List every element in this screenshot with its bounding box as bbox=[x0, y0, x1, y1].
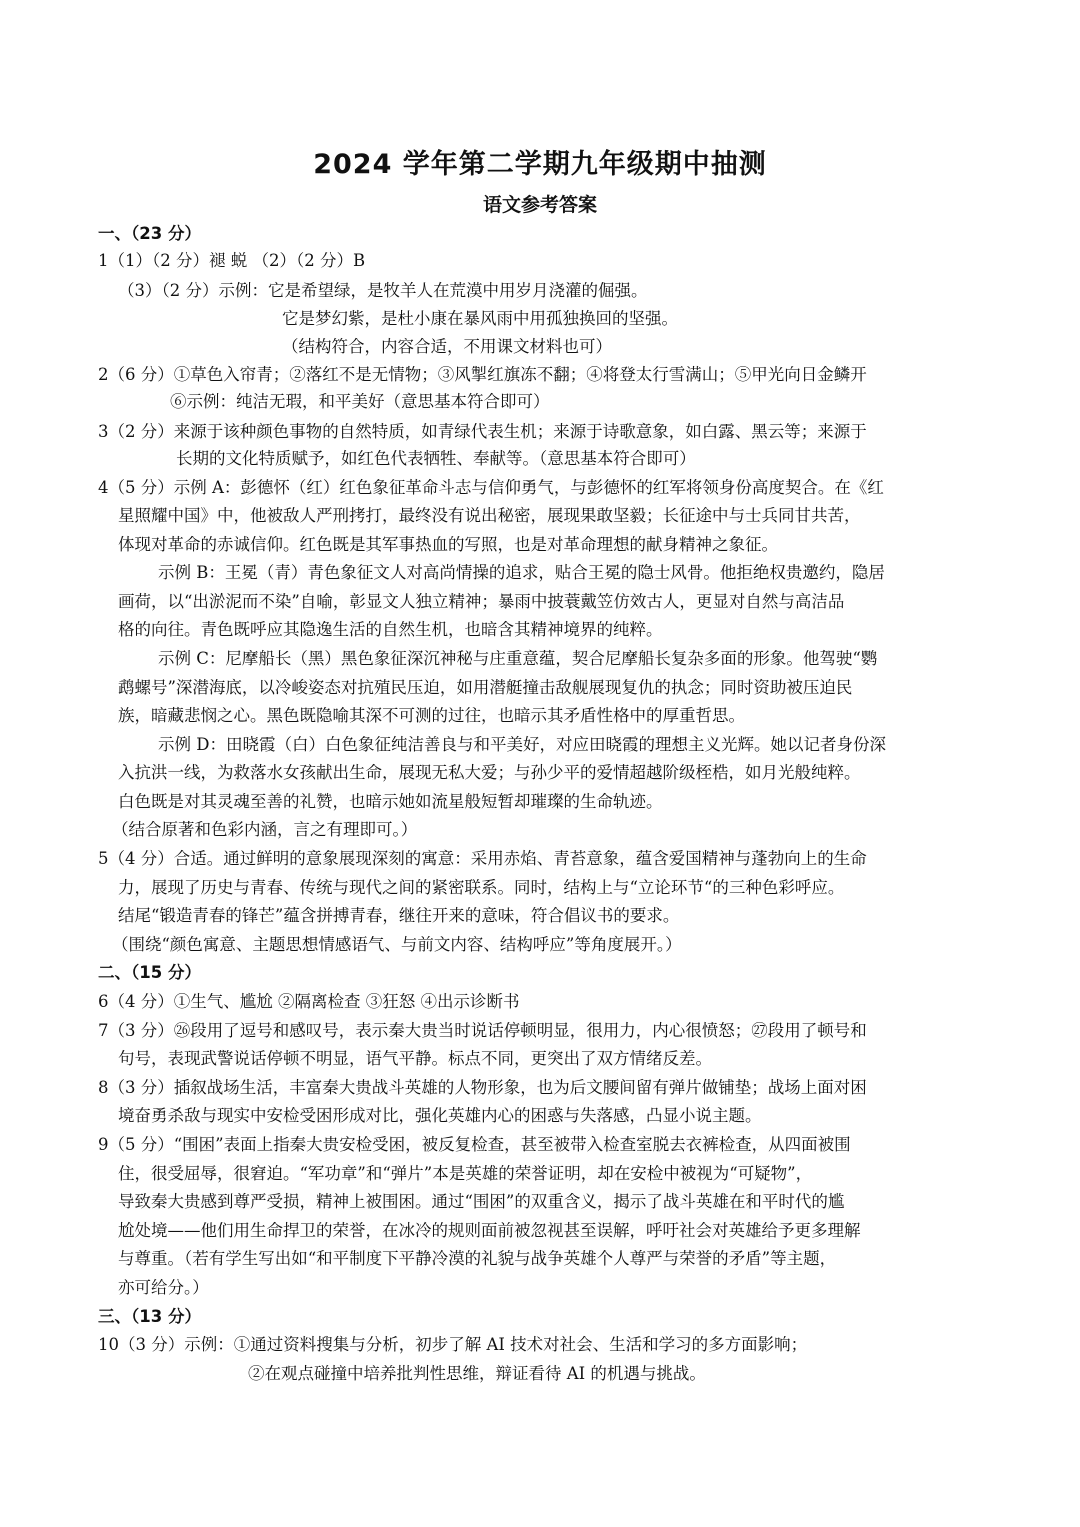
answer-line: 体现对革命的赤诚信仰。红色既是其军事热血的写照，也是对革命理想的献身精神之象征。 bbox=[118, 535, 778, 554]
answer-line: 6（4 分）①生气、尴尬 ②隔离检查 ③狂怒 ④出示诊断书 bbox=[98, 992, 520, 1011]
answer-line: 导致秦大贵感到尊严受损，精神上被围困。通过“围困”的双重含义，揭示了战斗英雄在和平时代的尴 bbox=[118, 1192, 845, 1211]
answer-line: 白色既是对其灵魂至善的礼赞，也暗示她如流星般短暂却璀璨的生命轨迹。 bbox=[118, 792, 663, 811]
answer-line: 鹉螺号”深潜海底，以冷峻姿态对抗殖民压迫，如用潜艇撞击敌舰展现复仇的执念；同时资助被压迫民 bbox=[118, 678, 853, 697]
section-heading: 二、（15 分） bbox=[98, 963, 201, 982]
answer-line: 画荷，以“出淤泥而不染”自喻，彰显文人独立精神；暴雨中披蓑戴笠仿效古人，更显对自然与高洁品 bbox=[118, 592, 845, 611]
answer-line: 4（5 分）示例 A：彭德怀（红）红色象征革命斗志与信仰勇气，与彭德怀的红军将领身份高度契合。在《红 bbox=[98, 478, 884, 497]
answer-line: ⑥示例：纯洁无瑕，和平美好（意思基本符合即可） bbox=[170, 392, 550, 411]
answer-line: 示例 B：王冕（青）青色象征文人对高尚情操的追求，贴合王冕的隐士风骨。他拒绝权贵邀约，隐居 bbox=[158, 563, 885, 582]
answer-line: 示例 C：尼摩船长（黑）黑色象征深沉神秘与庄重意蕴，契合尼摩船长复杂多面的形象。他驾驶“鹦 bbox=[158, 649, 878, 668]
answer-line: 力，展现了历史与青春、传统与现代之间的紧密联系。同时，结构上与“立论环节“的三种色彩呼应。 bbox=[118, 878, 845, 897]
answer-line: 尬处境——他们用生命捍卫的荣誉，在冰冷的规则面前被忽视甚至误解，呼吁社会对英雄给予更多理解 bbox=[118, 1221, 861, 1240]
answer-line: 境奋勇杀敌与现实中安检受困形成对比，强化英雄内心的困惑与失落感，凸显小说主题。 bbox=[118, 1106, 762, 1125]
answer-line: 入抗洪一线，为救落水女孩献出生命，展现无私大爱；与孙少平的爱情超越阶级桎梏，如月光般纯粹。 bbox=[118, 763, 861, 782]
answer-line: （围绕“颜色寓意、主题思想情感语气、与前文内容、结构呼应”等角度展开。） bbox=[112, 935, 682, 954]
answer-line: 星照耀中国》中，他被敌人严刑拷打，最终没有说出秘密，展现果敢坚毅；长征途中与士兵同甘共苦， bbox=[118, 506, 861, 525]
answer-line: 住，很受屈辱，很窘迫。“军功章”和“弹片”本是英雄的荣誉证明，却在安检中被视为“可疑物”， bbox=[118, 1164, 813, 1183]
section-heading: 一、（23 分） bbox=[98, 224, 201, 243]
answer-line: 2（6 分）①草色入帘青；②落红不是无情物；③风掣红旗冻不翻；④将登太行雪满山；⑤甲光向日金鳞开 bbox=[98, 365, 867, 384]
section-heading: 三、（13 分） bbox=[98, 1307, 201, 1326]
answer-line: 9（5 分）“围困”表面上指秦大贵安检受困，被反复检查，甚至被带入检查室脱去衣裤检查，从四面被围 bbox=[98, 1135, 851, 1154]
answer-line: （3）（2 分）示例：它是希望绿，是牧羊人在荒漠中用岁月浇灌的倔强。 bbox=[118, 281, 648, 300]
answer-line: 8（3 分）插叙战场生活，丰富秦大贵战斗英雄的人物形象，也为后文腰间留有弹片做铺垫；战场上面对困 bbox=[98, 1078, 867, 1097]
answer-line: （结合原著和色彩内涵，言之有理即可。） bbox=[112, 820, 418, 839]
answer-line: 示例 D：田晓霞（白）白色象征纯洁善良与和平美好，对应田晓霞的理想主义光辉。她以记者身份深 bbox=[158, 735, 886, 754]
answer-line: 1（1）（2 分）褪 蜕 （2）（2 分）B bbox=[98, 251, 366, 270]
answer-line: 结尾“锻造青春的锋芒”蕴含拼搏青春，继往开来的意味，符合倡议书的要求。 bbox=[118, 906, 680, 925]
answer-line: 句号，表现武警说话停顿不明显，语气平静。标点不同，更突出了双方情绪反差。 bbox=[118, 1049, 712, 1068]
answer-line: 7（3 分）㉖段用了逗号和感叹号，表示秦大贵当时说话停顿明显，很用力，内心很愤怒；㉗段用了顿号和 bbox=[98, 1021, 867, 1040]
answer-line: 族，暗藏悲悯之心。黑色既隐喻其深不可测的过往，也暗示其矛盾性格中的厚重哲思。 bbox=[118, 706, 745, 725]
answer-line: 长期的文化特质赋予，如红色代表牺牲、奉献等。（意思基本符合即可） bbox=[176, 449, 696, 468]
page-title: 2024 学年第二学期九年级期中抽测 bbox=[313, 149, 767, 180]
answer-line: 与尊重。（若有学生写出如“和平制度下平静冷漠的礼貌与战争英雄个人尊严与荣誉的矛盾”等主题， bbox=[118, 1249, 837, 1268]
answer-line: 5（4 分）合适。通过鲜明的意象展现深刻的寓意：采用赤焰、青苔意象，蕴含爱国精神与蓬勃向上的生命 bbox=[98, 849, 867, 868]
answer-line: ②在观点碰撞中培养批判性思维，辩证看待 AI 的机遇与挑战。 bbox=[248, 1364, 706, 1383]
answer-line: 10（3 分）示例：①通过资料搜集与分析，初步了解 AI 技术对社会、生活和学习的多方面影响； bbox=[98, 1335, 808, 1354]
page-subtitle: 语文参考答案 bbox=[482, 194, 597, 216]
answer-line: 亦可给分。） bbox=[118, 1278, 209, 1297]
answer-line: 格的向往。青色既呼应其隐逸生活的自然生机，也暗含其精神境界的纯粹。 bbox=[118, 620, 663, 639]
answer-line: 它是梦幻紫，是杜小康在暴风雨中用孤独换回的坚强。 bbox=[282, 309, 678, 328]
answer-line: （结构符合，内容合适，不用课文材料也可） bbox=[282, 337, 612, 356]
answer-line: 3（2 分）来源于该种颜色事物的自然特质，如青绿代表生机；来源于诗歌意象，如白露、黑云等；来源于 bbox=[98, 422, 867, 441]
